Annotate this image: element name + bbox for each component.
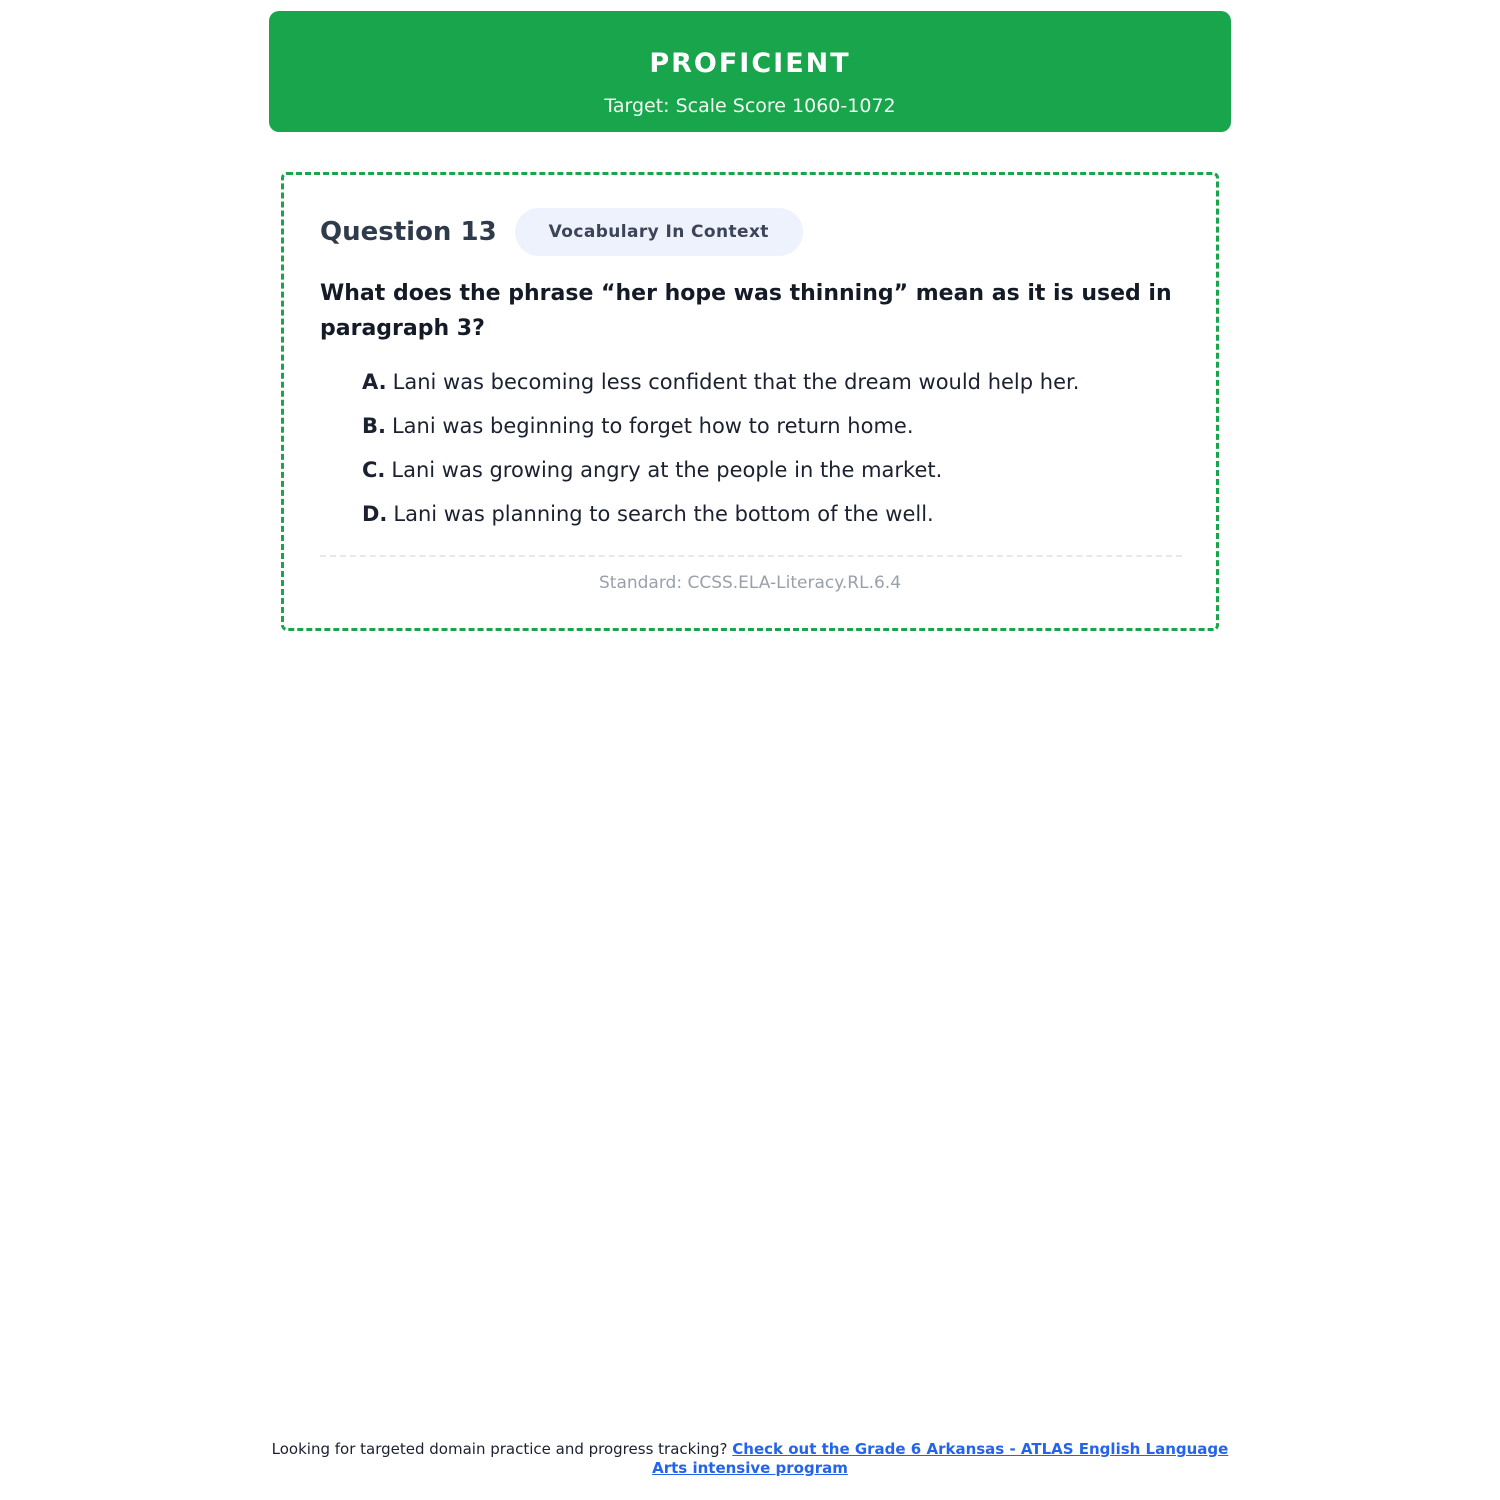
intensive-program-link[interactable]: Check out the Grade 6 Arkansas - ATLAS English Language Arts intensive program <box>652 1440 1229 1477</box>
standard-divider <box>320 555 1182 557</box>
option-text: Lani was becoming less confident that the dream would help her. <box>392 370 1080 394</box>
target-score: Target: Scale Score 1060-1072 <box>604 95 896 117</box>
answer-option-b[interactable] <box>362 409 1182 453</box>
question-category-tag: Vocabulary In Context <box>515 208 803 256</box>
question-card <box>281 172 1219 631</box>
question-number: Question 13 <box>320 217 497 247</box>
question-header <box>320 207 803 257</box>
option-letter: A. <box>362 370 387 394</box>
performance-level-title: PROFICIENT <box>649 48 851 79</box>
answer-option-a[interactable] <box>362 365 1182 409</box>
question-prompt: What does the phrase “her hope was thinning” mean as it is used in paragraph 3? <box>320 281 1172 341</box>
option-letter: C. <box>362 458 386 482</box>
footer-promo <box>269 1440 1231 1478</box>
answer-option-d[interactable] <box>362 497 1182 541</box>
option-letter: D. <box>362 502 388 526</box>
option-text: Lani was growing angry at the people in the market. <box>391 458 943 482</box>
footer-prompt: Looking for targeted domain practice and progress tracking? <box>271 1440 728 1458</box>
standard-label: Standard: CCSS.ELA-Literacy.RL.6.4 <box>598 573 902 593</box>
option-text: Lani was planning to search the bottom of the well. <box>393 502 934 526</box>
answer-options <box>362 365 1182 541</box>
answer-option-c[interactable] <box>362 453 1182 497</box>
option-letter: B. <box>362 414 386 438</box>
performance-level-banner <box>269 11 1231 132</box>
option-text: Lani was beginning to forget how to return home. <box>391 414 914 438</box>
